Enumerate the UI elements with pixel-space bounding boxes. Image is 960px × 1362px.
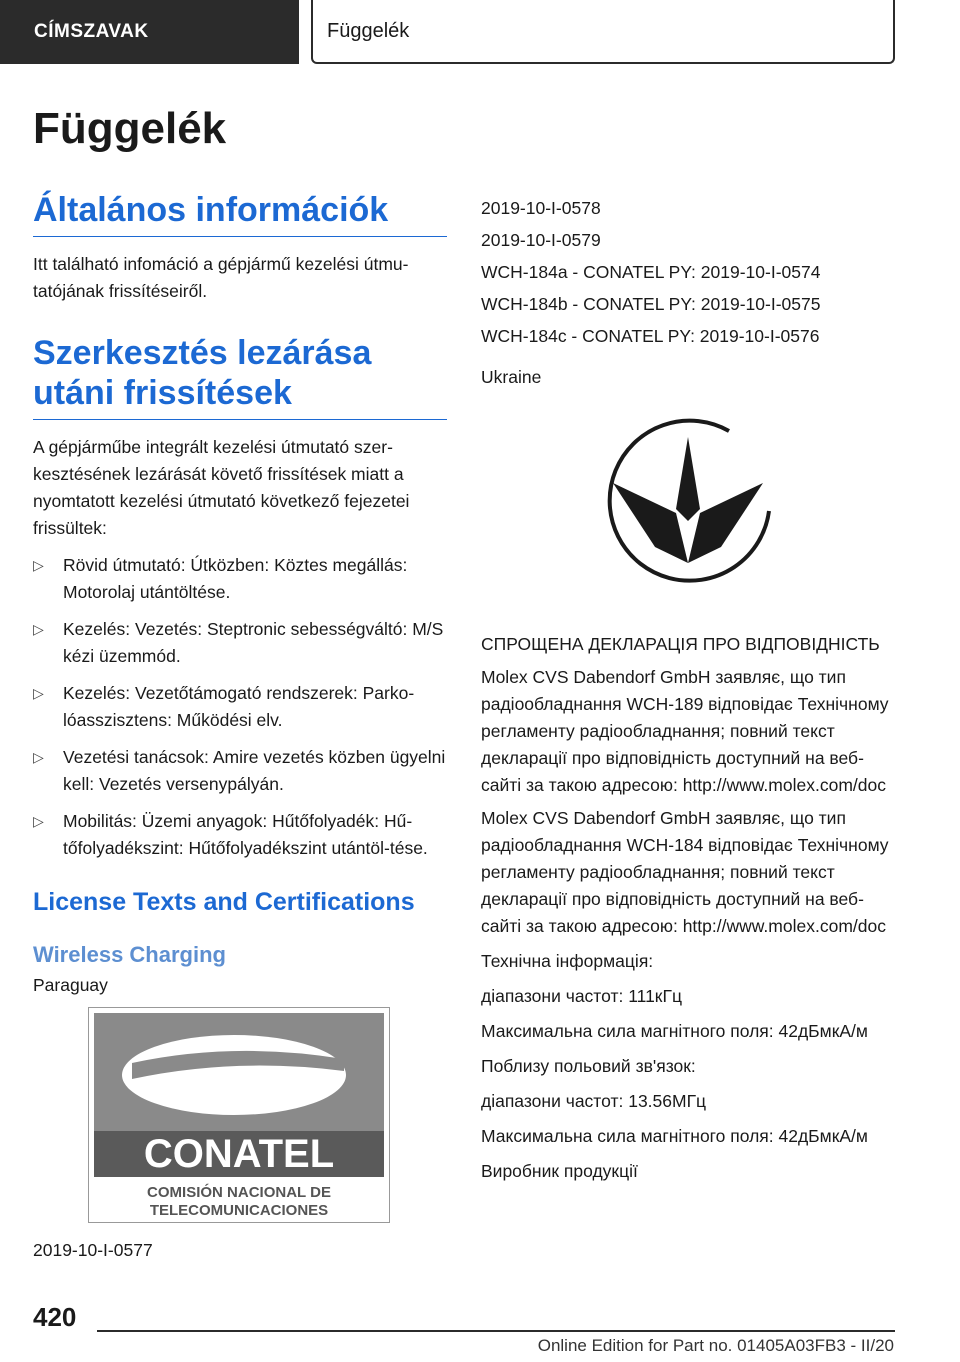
manufacturer-label: Виробник продукції (481, 1161, 638, 1181)
declaration-wch-189: Molex CVS Dabendorf GmbH заявляє, що тип радіообладнання WCH-189 відповідає Технічному регламенту радіообладнання; повний текст декларації про відповідність доступний на веб-сайті за такою адресою: http://www.molex.com/doc (481, 667, 889, 795)
right-column (481, 192, 895, 1185)
page-number: 420 (33, 1302, 77, 1332)
conatel-line2: TELECOMUNICACIONES (149, 1202, 329, 1217)
heading-wireless-charging: Wireless Charging (33, 942, 226, 967)
conatel-wordmark: CONATEL (143, 1132, 335, 1176)
max-field-strength-2: Максимальна сила магнітного поля: 42дБмкА/м (481, 1126, 868, 1146)
cert-line: WCH-184c - CONATEL PY: 2019-10-I-0576 (481, 326, 820, 346)
footer-divider (97, 1330, 895, 1332)
section-tab[interactable] (0, 0, 299, 64)
triangle-right-outline-icon: ▷ (33, 557, 44, 573)
cert-line: 2019-10-I-0579 (481, 230, 601, 250)
heading-license: License Texts and Certifications (33, 888, 415, 916)
edition-info: Online Edition for Part no. 01405A03FB3 - II/20 (537, 1336, 894, 1355)
frequency-range-1: діапазони частот: 111кГц (481, 986, 682, 1006)
nfc-label: Поблизу польовий зв'язок: (481, 1056, 696, 1076)
page-title: Függelék (33, 104, 227, 153)
heading-general-info: Általános információk (33, 190, 447, 237)
country-ukraine: Ukraine (481, 367, 542, 387)
conatel-line1: COMISIÓN NACIONAL DE (147, 1184, 331, 1201)
tech-info-label: Технічна інформація: (481, 951, 654, 971)
section-tab-label: CÍMSZAVAK (34, 21, 149, 42)
cert-line: WCH-184b - CONATEL PY: 2019-10-I-0575 (481, 294, 821, 314)
ukraine-conformity-mark (599, 413, 777, 591)
ukraine-mark-icon (599, 413, 777, 591)
country-paraguay: Paraguay (33, 975, 108, 995)
page-tab[interactable] (311, 0, 895, 64)
list-item: ▷ Kezelés: Vezetőtámogató rendszerek: Parko-lóasszisztens: Működési elv. (33, 680, 447, 734)
triangle-right-outline-icon: ▷ (33, 749, 44, 765)
frequency-range-2: діапазони частот: 13.56МГц (481, 1091, 707, 1111)
updates-list (33, 552, 447, 862)
page-tab-label: Függelék (327, 19, 410, 42)
cert-line: 2019-10-I-0578 (481, 198, 601, 218)
cert-0577: 2019-10-I-0577 (33, 1240, 153, 1260)
conatel-logo-graphic (94, 1013, 384, 1217)
left-column (33, 190, 447, 1264)
heading-updates: Szerkesztés lezárása utáni frissítések (33, 333, 447, 420)
list-item: ▷ Rövid útmutató: Útközben: Köztes megállás: Motorolaj utántöltése. (33, 552, 447, 606)
cert-line: WCH-184a - CONATEL PY: 2019-10-I-0574 (481, 262, 821, 282)
triangle-right-outline-icon: ▷ (33, 621, 44, 637)
declaration-wch-184: Molex CVS Dabendorf GmbH заявляє, що тип радіообладнання WCH-184 відповідає Технічному регламенту радіообладнання; повний текст декларації про відповідність доступний на веб-сайті за такою адресою: http://www.molex.com/doc (481, 808, 889, 936)
list-item: ▷ Vezetési tanácsok: Amire vezetés közben ügyelni kell: Vezetés versenypályán. (33, 744, 447, 798)
list-item: ▷ Mobilitás: Üzemi anyagok: Hűtőfolyadék: Hű-tőfolyadékszint: Hűtőfolyadékszint utántöl-tése. (33, 808, 447, 862)
declaration-title: СПРОЩЕНА ДЕКЛАРАЦІЯ ПРО ВІДПОВІДНІСТЬ (481, 634, 880, 654)
updates-text: A gépjárműbe integrált kezelési útmutató szer-kesztésének lezárását követő frissítések miatt a nyomtatott kezelési útmutató következő fejezetei frissültek: (33, 437, 410, 538)
triangle-right-outline-icon: ▷ (33, 685, 44, 701)
list-item: ▷ Kezelés: Vezetés: Steptronic sebességváltó: M/S kézi üzemmód. (33, 616, 447, 670)
general-info-text: Itt található infomáció a gépjármű kezelési útmu-tatójának frissítéseiről. (33, 254, 409, 301)
triangle-right-outline-icon: ▷ (33, 813, 44, 829)
conatel-logo (88, 1007, 390, 1223)
max-field-strength-1: Максимальна сила магнітного поля: 42дБмкА/м (481, 1021, 868, 1041)
